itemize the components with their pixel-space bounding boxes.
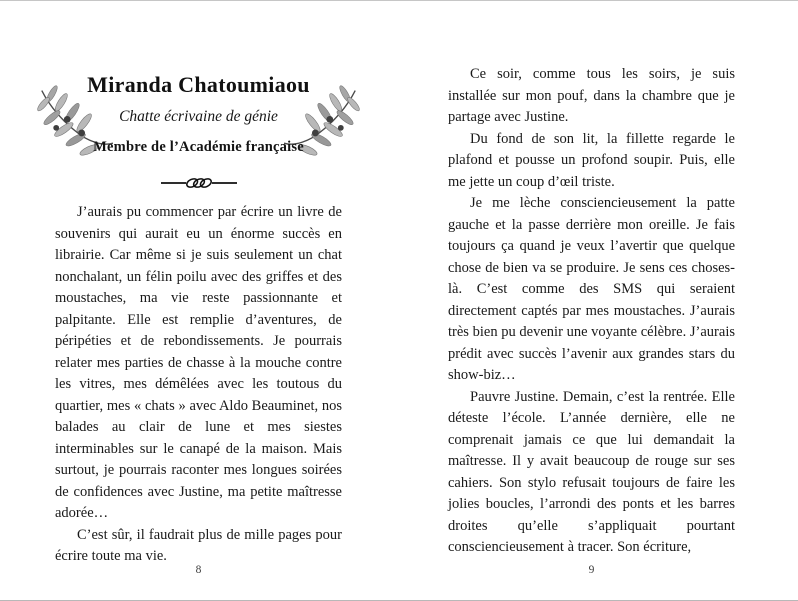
right-paragraph-2: Du fond de son lit, la fillette regarde le plafond et pousse un profond soupir. Puis, elle me jette un coup d’œil triste. xyxy=(448,130,735,190)
right-paragraph-3: Je me lèche consciencieusement la patte gauche et la passe derrière mon oreille. Je fais toujours ça quand je veux l’avertir que quelque chose de bien va se produire. Je sens ces choses-là. C’est comme des SMS qui seraient directement captés par mes moustaches. J’aurais très bien pu devenir une voyante célèbre. J’aurais prédit avec succès l’avenir aux grandes stars du show-biz… xyxy=(448,195,735,383)
left-paragraph-2: C’est sûr, il faudrait plus de mille pages pour écrire toute ma vie. xyxy=(55,526,342,564)
right-paragraph-4: Pauvre Justine. Demain, c’est la rentrée. Elle déteste l’école. L’année dernière, elle ne comprenait jamais ce que lui demandait la maîtresse. Il y avait beaucoup de rouge sur ses cahiers. Son stylo refusait toujours de faire les jolies boucles, l’arrondi des ponts et les barres droites qu’elle s’appliquait pourtant consciencieusement à tracer. Son écriture, xyxy=(448,388,735,555)
author-affiliation: Membre de l’Académie française xyxy=(93,139,304,155)
right-page xyxy=(448,0,735,601)
right-paragraph-1: Ce soir, comme tous les soirs, je suis installée sur mon pouf, dans la chambre que je partage avec Justine. xyxy=(448,66,735,125)
left-page-text xyxy=(55,202,342,568)
page-number-right: 9 xyxy=(588,564,595,576)
rope-twist-divider-icon xyxy=(161,174,237,192)
left-page xyxy=(55,0,342,601)
right-page-text xyxy=(448,64,735,559)
page-number-left: 8 xyxy=(195,564,202,576)
left-paragraph-1: J’aurais pu commencer par écrire un livre de souvenirs qui aurait eu un énorme succès en librairie. Car même si je suis seulement un chat nonchalant, un félin poilu avec des griffes et des moustaches, ma vie reste passionnante et palpitante. Elle est remplie d’aventures, de péripéties et de rebondissements. Je pourrais relater mes parties de chasse à la mouche contre les vitres, mes démêlées avec les toutous du quartier, mes « chats » avec Aldo Beauminet, nos balades au clair de lune et mes siestes interminables sur le canapé de la maison. Mais surtout, je pourrais raconter mes longues soirées de confidences avec Justine, ma petite maîtresse adorée… xyxy=(55,204,342,521)
chapter-header xyxy=(55,0,342,200)
author-title: Miranda Chatoumiaou xyxy=(87,72,310,97)
author-subtitle: Chatte écrivaine de génie xyxy=(119,108,278,125)
